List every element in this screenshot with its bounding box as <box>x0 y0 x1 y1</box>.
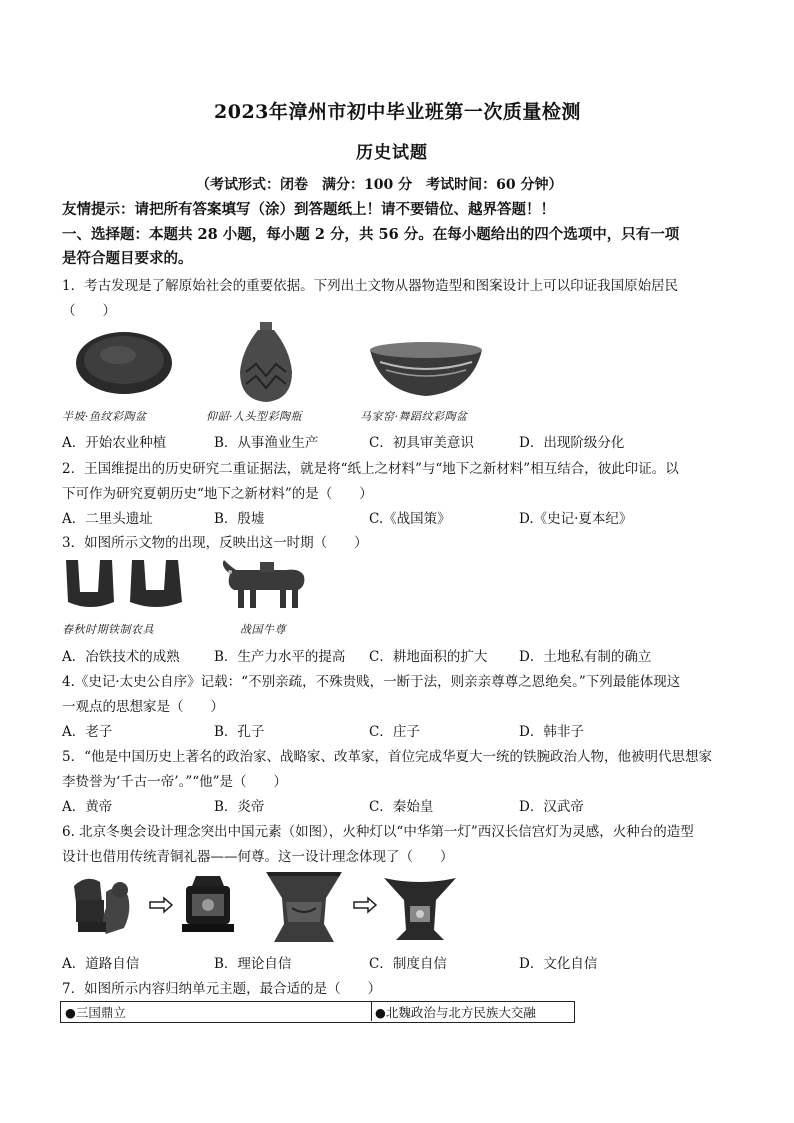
q7-topic-2: ●北魏政治与北方民族大交融 <box>375 1005 536 1020</box>
q5-stem-1: 5．“他是中国历史上著名的政治家、战略家、改革家，首位完成华夏大一统的铁腕政治人物，他被明代思想家 <box>62 749 712 765</box>
q2-option-a[interactable]: A．二里头遗址 <box>62 511 153 527</box>
q4-stem-1: 4.《史记·太史公自序》记载：“不别亲疏，不殊贵贱，一断于法，则亲亲尊尊之恩绝矣。”下列最能体现这 <box>62 674 681 690</box>
yangshao-human-head-vase-image <box>234 320 298 404</box>
changxin-palace-lamp-image <box>66 872 146 942</box>
exam-title: 2023年漳州市初中毕业班第一次质量检测 <box>214 101 581 123</box>
q7-divider <box>371 1001 372 1021</box>
banpo-fish-basin-image <box>74 327 174 397</box>
q1-option-d[interactable]: D．出现阶级分化 <box>519 435 625 451</box>
q3-option-c[interactable]: C．耕地面积的扩大 <box>369 649 488 665</box>
q6-option-a[interactable]: A．道路自信 <box>62 956 140 972</box>
q1-option-a[interactable]: A．开始农业种植 <box>62 435 167 451</box>
q5-stem-2: 李贽誉为‘千古一帝’。”“他”是（ ） <box>62 774 288 790</box>
q5-option-c[interactable]: C．秦始皇 <box>369 799 434 815</box>
q4-option-b[interactable]: B．孔子 <box>214 724 265 740</box>
exam-subtitle: 历史试题 <box>356 143 428 163</box>
q6-stem-2: 设计也借用传统青铜礼器——何尊。这一设计理念体现了（ ） <box>62 849 454 865</box>
q4-option-d[interactable]: D．韩非子 <box>519 724 584 740</box>
q4-stem-2: 一观点的思想家是（ ） <box>62 699 224 715</box>
q3-stem-1: 3．如图所示文物的出现，反映出这一时期（ ） <box>62 535 368 551</box>
q6-option-d[interactable]: D．文化自信 <box>519 956 598 972</box>
q6-option-b[interactable]: B．理论自信 <box>214 956 292 972</box>
q2-stem-2: 下可作为研究夏朝历史“地下之新材料”的是（ ） <box>62 486 373 502</box>
q4-option-c[interactable]: C．庄子 <box>369 724 420 740</box>
majiayao-dancing-basin-image <box>366 340 486 400</box>
q3-option-b[interactable]: B．生产力水平的提高 <box>214 649 346 665</box>
q1-option-c[interactable]: C．初具审美意识 <box>369 435 474 451</box>
iron-farm-tools-image <box>64 556 192 612</box>
warring-states-ox-zun-image <box>216 556 316 612</box>
q7-topic-1: ●三国鼎立 <box>65 1005 126 1020</box>
q5-option-d[interactable]: D．汉武帝 <box>519 799 584 815</box>
q3-caption-2: 战国牛尊 <box>240 623 286 636</box>
q3-option-d[interactable]: D．土地私有制的确立 <box>519 649 652 665</box>
q2-option-b[interactable]: B．殷墟 <box>214 511 265 527</box>
olympic-flame-lamp-image <box>176 872 240 944</box>
q1-caption-1: 半坡·鱼纹彩陶盆 <box>62 410 147 423</box>
olympic-cauldron-stand-image <box>382 872 458 944</box>
q7-topic-table <box>60 1001 575 1023</box>
q2-stem-1: 2．王国维提出的历史研究二重证据法，就是将“纸上之材料”与“地下之新材料”相互结合，彼此印证。以 <box>62 461 679 477</box>
q3-caption-1: 春秋时期铁制农具 <box>62 623 154 636</box>
section-instructions-2: 是符合题目要求的。 <box>62 250 193 267</box>
q3-option-a[interactable]: A．冶铁技术的成熟 <box>62 649 180 665</box>
q1-stem-2: （ ） <box>62 303 116 319</box>
q1-caption-2: 仰韶·人头型彩陶瓶 <box>206 410 302 423</box>
q2-option-d[interactable]: D.《史记·夏本纪》 <box>519 511 633 527</box>
arrow-right-icon-2 <box>352 896 378 914</box>
q1-stem-1: 1．考古发现是了解原始社会的重要依据。下列出土文物从器物造型和图案设计上可以印证我国原始居民 <box>62 278 679 294</box>
arrow-right-icon <box>148 896 174 914</box>
q6-stem-1: 6. 北京冬奥会设计理念突出中国元素（如图），火种灯以“中华第一灯”西汉长信宫灯为灵感，火种台的造型 <box>62 824 694 840</box>
section-instructions-1: 一、选择题：本题共 28 小题，每小题 2 分，共 56 分。在每小题给出的四个选项中，只有一项 <box>62 226 680 243</box>
q7-stem-1: 7．如图所示内容归纳单元主题，最合适的是（ ） <box>62 981 382 997</box>
q6-option-c[interactable]: C．制度自信 <box>369 956 447 972</box>
q1-caption-3: 马家窑·舞蹈纹彩陶盆 <box>360 410 468 423</box>
q4-option-a[interactable]: A．老子 <box>62 724 113 740</box>
q1-option-b[interactable]: B．从事渔业生产 <box>214 435 319 451</box>
reminder: 友情提示：请把所有答案填写（涂）到答题纸上！请不要错位、越界答题！！ <box>62 201 555 218</box>
q5-option-b[interactable]: B．炎帝 <box>214 799 265 815</box>
q2-option-c[interactable]: C.《战国策》 <box>369 511 451 527</box>
q5-option-a[interactable]: A．黄帝 <box>62 799 113 815</box>
exam-info: （考试形式：闭卷 满分：100 分 考试时间：60 分钟） <box>196 177 563 193</box>
he-zun-bronze-vessel-image <box>262 868 346 946</box>
